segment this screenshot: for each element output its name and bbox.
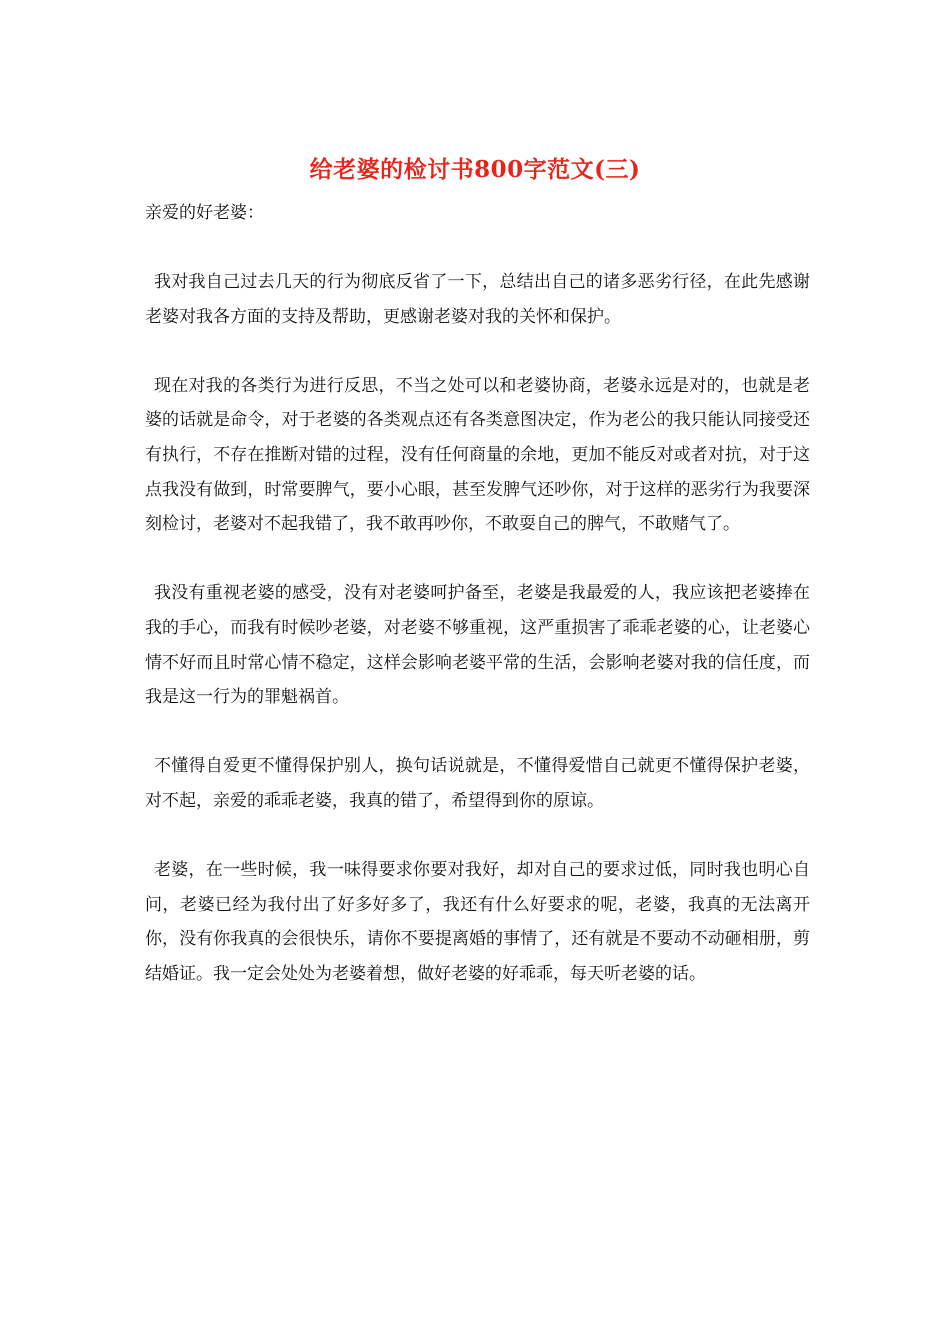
paragraph-5: 老婆，在一些时候，我一味得要求你要对我好，却对自己的要求过低，同时我也明心自问，老婆已经为我付出了好多好多了，我还有什么好要求的呢，老婆，我真的无法离开你，没有你我真的会很快乐，请你不要提离婚的事情了，还有就是不要动不动砸相册，剪结婚证。我一定会处处为老婆着想，做好老婆的好乖乖，每天听老婆的话。 — [145, 860, 810, 984]
paragraph-2: 现在对我的各类行为进行反思，不当之处可以和老婆协商，老婆永远是对的，也就是老婆的话就是命令，对于老婆的各类观点还有各类意图决定，作为老公的我只能认同接受还有执行，不存在推断对错的过程，没有任何商量的余地，更加不能反对或者对抗，对于这点我没有做到，时常要脾气，要小心眼，甚至发脾气还吵你，对于这样的恶劣行为我要深刻检讨，老婆对不起我错了，我不敢再吵你，不敢耍自己的脾气，不敢赌气了。 — [145, 375, 810, 535]
salutation: 亲爱的好老婆： — [145, 203, 264, 223]
paragraph-3: 我没有重视老婆的感受，没有对老婆呵护备至，老婆是我最爱的人，我应该把老婆捧在我的手心，而我有时候吵老婆，对老婆不够重视，这严重损害了乖乖老婆的心，让老婆心情不好而且时常心情不稳定，这样会影响老婆平常的生活，会影响老婆对我的信任度，而我是这一行为的罪魁祸首。 — [145, 583, 810, 708]
document-body — [145, 265, 810, 1026]
document-title: 给老婆的检讨书800字范文(三) — [309, 156, 641, 183]
paragraph-4: 不懂得自爱更不懂得保护别人，换句话说就是，不懂得爱惜自己就更不懂得保护老婆，对不起，亲爱的乖乖老婆，我真的错了，希望得到你的原谅。 — [145, 756, 810, 811]
paragraph-1: 我对我自己过去几天的行为彻底反省了一下，总结出自己的诸多恶劣行径，在此先感谢老婆对我各方面的支持及帮助，更感谢老婆对我的关怀和保护。 — [145, 272, 810, 327]
